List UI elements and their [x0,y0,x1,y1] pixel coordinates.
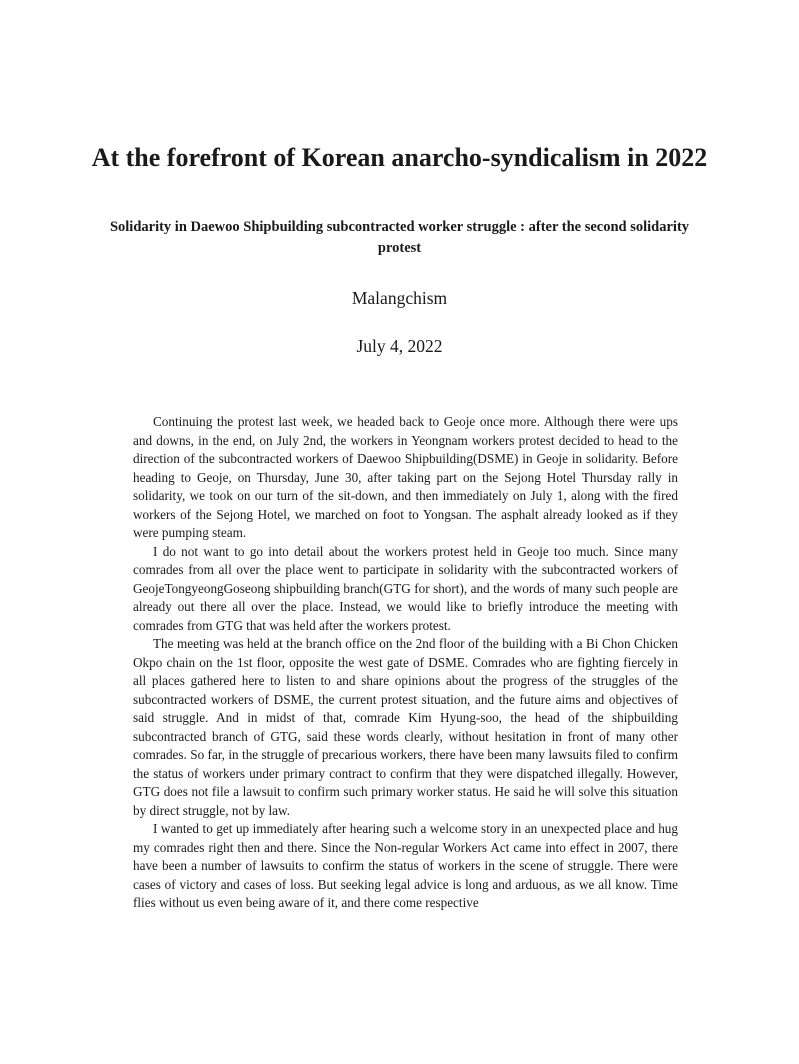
paragraph: I wanted to get up immediately after hearing such a welcome story in an unexpected place and hug my comrades right then and there. Since the Non-regular Workers Act came into effect in 2007, there have been a number of lawsuits to confirm the status of workers in the scene of struggle. There were cases of victory and cases of loss. But seeking legal advice is long and arduous, as we all know. Time flies without us even being aware of it, and there come respective [133,821,678,910]
document-title: At the forefront of Korean anarcho-syndicalism in 2022 [91,143,708,172]
document-subtitle: Solidarity in Daewoo Shipbuilding subcontracted worker struggle : after the second solidarity protest [109,219,690,256]
paragraph: The meeting was held at the branch office on the 2nd floor of the building with a Bi Chon Chicken Okpo chain on the 1st floor, opposite the west gate of DSME. Comrades who are fighting fiercely in all places gathered here to listen to and share opinions about the progress of the struggles of the subcontracted workers of DSME, the current protest situation, and the future aims and objectives of said struggle. And in midst of that, comrade Kim Hyung-soo, the head of the shipbuilding subcontracted branch of GTG, said these words clearly, without hesitation in front of many other comrades. So far, in the struggle of precarious workers, there have been many lawsuits filed to confirm the status of workers under primary contract to confirm that they were dispatched illegally. However, GTG does not file a lawsuit to confirm such primary worker status. He said he will solve this situation by direct struggle, not by law. [133,636,678,818]
paragraph: Continuing the protest last week, we headed back to Geoje once more. Although there were ups and downs, in the end, on July 2nd, the workers in Yeongnam workers protest decided to head to the direction of the subcontracted workers of Daewoo Shipbuilding(DSME) in Geoje in solidarity. Before heading to Geoje, on Thursday, June 30, after taking part on the Sejong Hotel Thursday rally in solidarity, we took on our turn of the sit-down, and then immediately on July 1, along with the fired workers of the Sejong Hotel, we marched on foot to Yongsan. The asphalt already looked as if they were pumping steam. [133,414,678,540]
author-name: Malangchism [351,288,448,308]
publication-date: July 4, 2022 [356,336,443,356]
paragraph: I do not want to go into detail about the workers protest held in Geoje too much. Since many comrades from all over the place went to participate in solidarity with the subcontracted workers of GeojeTongyeongGoseong shipbuilding branch(GTG for short), and the words of many such people are already out there all over the place. Instead, we would like to briefly introduce the meeting with comrades from GTG that was held after the workers protest. [133,543,678,633]
article-body [133,413,678,913]
